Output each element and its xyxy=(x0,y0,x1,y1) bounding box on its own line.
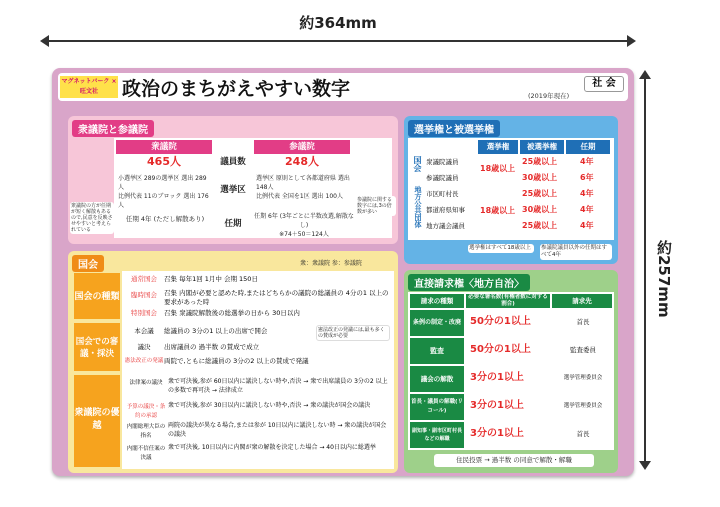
brand-badge: マグネットバーク × 旺文社 xyxy=(60,76,118,98)
upper-half-note: ※74＋50＝124人 xyxy=(279,231,329,238)
lower-term: 任期 4年 (ただし解散あり) xyxy=(125,215,205,223)
direct-to-2: 監査委員 xyxy=(570,346,596,354)
row-name-1: 衆議院議員 xyxy=(426,158,459,166)
vote-const: 憲法改正の発議 xyxy=(124,358,164,364)
super-label: 衆議院の優越 xyxy=(74,375,120,467)
lower-house-label: 衆議院 xyxy=(116,140,212,154)
year-note: (2019年現在) xyxy=(528,92,570,100)
poster-header xyxy=(58,73,628,101)
types-label: 国会の種類 xyxy=(74,273,120,319)
vote-age-national: 18歳以上 xyxy=(480,164,516,173)
term-3: 4年 xyxy=(580,189,594,198)
term-1: 4年 xyxy=(580,157,594,166)
vote-col-header: 選挙権 xyxy=(478,140,518,154)
lower-house-note: 衆議院の方が任期が短く解散もあるので,民意を反映させやすいと考えられている xyxy=(71,203,113,233)
run-age-5: 25歳以上 xyxy=(522,221,558,230)
upper-house-note: 参議院に関する数字には,3の倍数が多い xyxy=(356,196,396,216)
direct-row-1: 条例の制定・改廃 xyxy=(410,310,464,336)
direct-to-1: 首長 xyxy=(576,318,590,326)
vote-const-desc: 両院で,ともに総議員の 3分の2 以上の賛成で発議 xyxy=(164,357,309,365)
upper-district-2: 比例代表 全国を1区 選出 100人 xyxy=(256,193,343,200)
type-special-desc: 召集 衆議院解散後の総選挙の日から 30日以内 xyxy=(164,309,300,317)
term-2: 6年 xyxy=(580,173,594,182)
election-heading: 選挙権と被選挙権 xyxy=(408,120,500,137)
row-name-5: 地方議会議員 xyxy=(426,222,465,230)
height-label: 約257mm xyxy=(655,240,673,318)
type-ordinary: 通常国会 xyxy=(131,275,157,283)
direct-heading: 直接請求権〈地方自治〉 xyxy=(408,274,530,291)
type-special: 特別国会 xyxy=(131,309,157,317)
direct-sig-2: 50分の1以上 xyxy=(470,344,531,355)
width-dimension xyxy=(38,8,638,48)
super-law: 法律案の議決 xyxy=(129,380,163,386)
election-note-1: 選挙権はすべて18歳以上 xyxy=(468,244,534,253)
super-noconf-desc: 衆で可決後, 10日以内に内閣が衆の解散を決定した場合 → 40日以内に総選挙 xyxy=(168,444,376,451)
upper-seats: 248人 xyxy=(285,155,319,168)
poster-title: 政治のまちがえやすい数字 xyxy=(122,78,351,100)
district-row-label: 選挙区 xyxy=(220,185,246,195)
width-label: 約364mm xyxy=(299,14,377,32)
seats-row-label: 議員数 xyxy=(220,157,246,167)
direct-section xyxy=(404,270,618,473)
direct-sig-3: 3分の1以上 xyxy=(470,372,524,383)
run-age-3: 25歳以上 xyxy=(522,189,558,198)
run-age-2: 30歳以上 xyxy=(522,173,558,182)
row-name-3: 市区町村長 xyxy=(426,190,459,198)
type-extra-desc: 召集 内閣が必要と認めた時,またはどちらかの議院の総議員の 4分の1 以上の要求があった時 xyxy=(164,289,389,306)
arrow-right-icon xyxy=(627,35,636,47)
super-budget: 予算の議決・条約の承認 xyxy=(126,404,166,419)
upper-house-label: 参議院 xyxy=(254,140,350,154)
vote-resolution: 議決 xyxy=(137,343,151,351)
direct-row-4: 首長・議員の解職(リコール) xyxy=(410,394,464,420)
term-col-header: 任期 xyxy=(566,140,610,154)
run-age-4: 30歳以上 xyxy=(522,205,558,214)
direct-row-5: 副知事・副市区町村長などの解職 xyxy=(410,422,464,448)
direct-footnote: 住民投票 → 過半数 の同意で解散・解職 xyxy=(434,454,594,467)
term-5: 4年 xyxy=(580,221,594,230)
direct-sig-4: 3分の1以上 xyxy=(470,400,524,411)
national-side-label: 国会 xyxy=(413,156,422,172)
subject-label: 社 会 xyxy=(584,76,624,92)
direct-col-sig: 必要な署名数(有権者数に対する割合) xyxy=(466,294,550,308)
lower-seats: 465人 xyxy=(147,155,181,168)
vote-resolution-desc: 出席議員の 過半数 の賛成で成立 xyxy=(164,343,260,351)
row-name-2: 参議院議員 xyxy=(426,174,459,182)
arrow-down-icon xyxy=(639,461,651,470)
upper-term: 任期 6年 (3年ごとに半数改選,解散なし) xyxy=(254,213,354,229)
kokkai-legend: 衆：衆議院 参：参議院 xyxy=(300,260,362,267)
lower-district-1: 小選挙区 289の選挙区 選出 289人 xyxy=(118,175,207,191)
super-budget-desc: 衆で可決後,参が 30日以内に議決しない時や,否決 → 衆の議決が国会の議決 xyxy=(168,402,371,409)
direct-row-2: 監査 xyxy=(410,338,464,364)
run-age-1: 25歳以上 xyxy=(522,157,558,166)
upper-district-1: 選挙区 原則として各都道府県 選出 148人 xyxy=(256,175,350,191)
direct-to-4: 選挙管理委員会 xyxy=(563,403,603,409)
term-row-label: 任期 xyxy=(224,219,242,229)
type-extra: 臨時国会 xyxy=(131,291,157,299)
super-pm-desc: 両院の議決が異なる場合,または参が 10日以内に議決しない時 → 衆の議決が国会の議決 xyxy=(168,422,387,438)
poster xyxy=(52,68,634,476)
kokkai-heading: 国会 xyxy=(72,255,104,272)
direct-to-3: 選挙管理委員会 xyxy=(563,375,603,381)
direct-sig-1: 50分の1以上 xyxy=(470,316,531,327)
height-dimension xyxy=(640,70,700,470)
term-4: 4年 xyxy=(580,205,594,214)
local-side-label: 地方公共団体 xyxy=(414,186,422,228)
vote-plenary: 本会議 xyxy=(134,327,154,335)
election-note-2: 参議院議員以外の任期はすべて4年 xyxy=(540,244,612,260)
election-section xyxy=(404,116,618,264)
kokkai-section xyxy=(68,251,398,473)
arrow-left-icon xyxy=(40,35,49,47)
direct-col-to: 請求先 xyxy=(552,294,612,308)
super-pm: 内閣総理大臣の指名 xyxy=(126,424,166,439)
vote-plenary-desc: 総議員の 3分の1 以上の出席で開会 xyxy=(164,327,268,335)
arrow-up-icon xyxy=(639,70,651,79)
lower-district-2: 比例代表 11のブロック 選出 176人 xyxy=(118,193,209,209)
row-name-4: 都道府県知事 xyxy=(426,206,465,214)
direct-sig-5: 3分の1以上 xyxy=(470,428,524,439)
vote-age-local: 18歳以上 xyxy=(480,206,516,215)
vote-label: 国会での審議・採決 xyxy=(74,323,120,371)
direct-col-type: 請求の種類 xyxy=(410,294,464,308)
super-noconf: 内閣不信任案の決議 xyxy=(126,446,166,461)
direct-row-3: 議会の解散 xyxy=(410,366,464,392)
diet-heading: 衆議院と参議院 xyxy=(72,120,154,137)
super-law-desc: 衆で可決後,参が 60日以内に議決しない時や,否決 → 衆で出席議員の 3分の2 以上の多数で再可決 → 法律成立 xyxy=(168,378,388,394)
direct-to-5: 首長 xyxy=(576,430,590,438)
const-note: 憲法改正の発議には,最も多くの賛成が必要 xyxy=(316,325,390,341)
type-ordinary-desc: 召集 毎年1回 1月中 会期 150日 xyxy=(164,275,258,283)
run-col-header: 被選挙権 xyxy=(520,140,564,154)
diet-section xyxy=(68,116,398,244)
